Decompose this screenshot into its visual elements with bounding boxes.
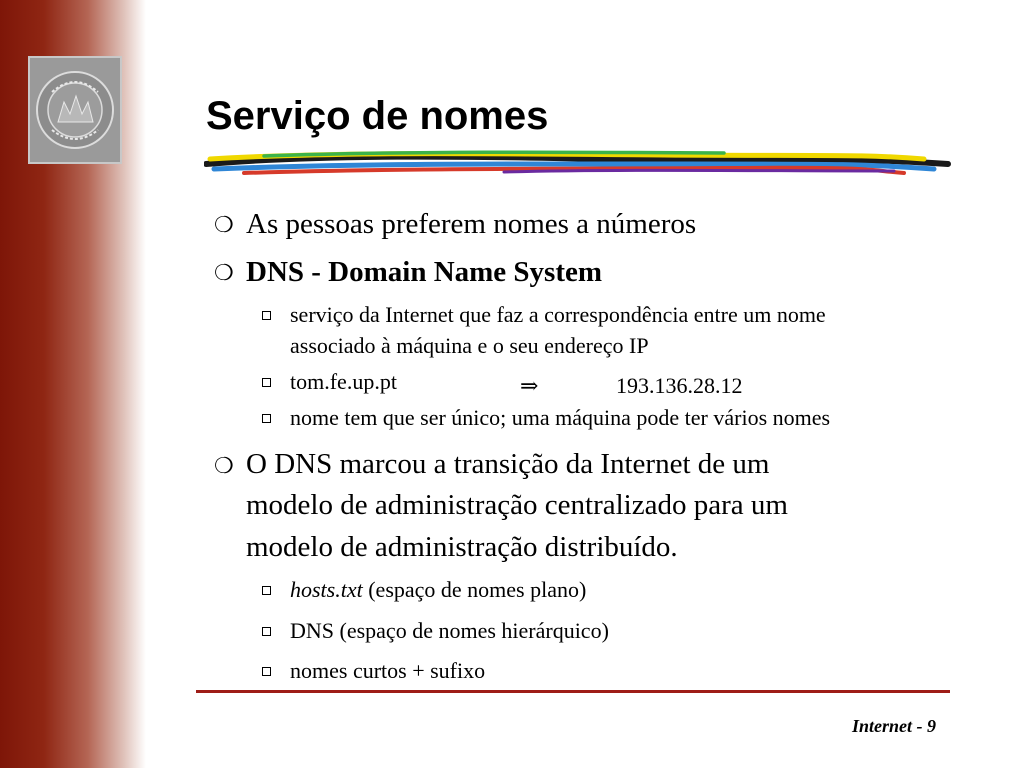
bullet-3-line: modelo de administração distribuído.: [246, 531, 678, 563]
subitem-text: DNS (espaço de nomes hierárquico): [290, 618, 609, 643]
slide-title: Serviço de nomes: [206, 94, 549, 138]
bullet-3-line: O DNS marcou a transição da Internet de um: [246, 448, 770, 480]
subitem-text: nome tem que ser único; uma máquina pode ter vários nomes: [290, 405, 831, 430]
circle-outline-icon: ❍: [214, 212, 234, 237]
subitem-text: nomes curtos + sufixo: [290, 658, 486, 683]
subitem-ip-address: 193.136.28.12: [616, 373, 743, 398]
square-outline-icon: [262, 627, 271, 636]
square-outline-icon: [262, 311, 271, 320]
implies-arrow-icon: ⇒: [520, 373, 539, 398]
university-seal-icon: [28, 56, 122, 164]
slide-footer: Internet - 9: [851, 716, 936, 736]
footer-divider: [196, 690, 950, 693]
subitem-hostname: tom.fe.up.pt: [290, 369, 397, 394]
bullet-1-text: As pessoas preferem nomes a números: [246, 208, 697, 240]
subitem-rest: (espaço de nomes plano): [362, 577, 587, 602]
bullet-2-text: DNS - Domain Name System: [246, 256, 603, 288]
square-outline-icon: [262, 586, 271, 595]
circle-outline-icon: ❍: [214, 260, 234, 285]
subitem-text: [290, 574, 586, 605]
circle-outline-icon: ❍: [214, 453, 234, 478]
square-outline-icon: [262, 378, 271, 387]
hosts-file-name: hosts.txt: [290, 577, 363, 602]
subitem-text: serviço da Internet que faz a correspondência entre um nome: [290, 302, 826, 327]
bullet-3-line: modelo de administração centralizado para um: [246, 489, 788, 521]
brush-stroke-divider: [204, 150, 952, 180]
subitem-text: associado à máquina e o seu endereço IP: [290, 333, 649, 358]
square-outline-icon: [262, 667, 271, 676]
square-outline-icon: [262, 414, 271, 423]
